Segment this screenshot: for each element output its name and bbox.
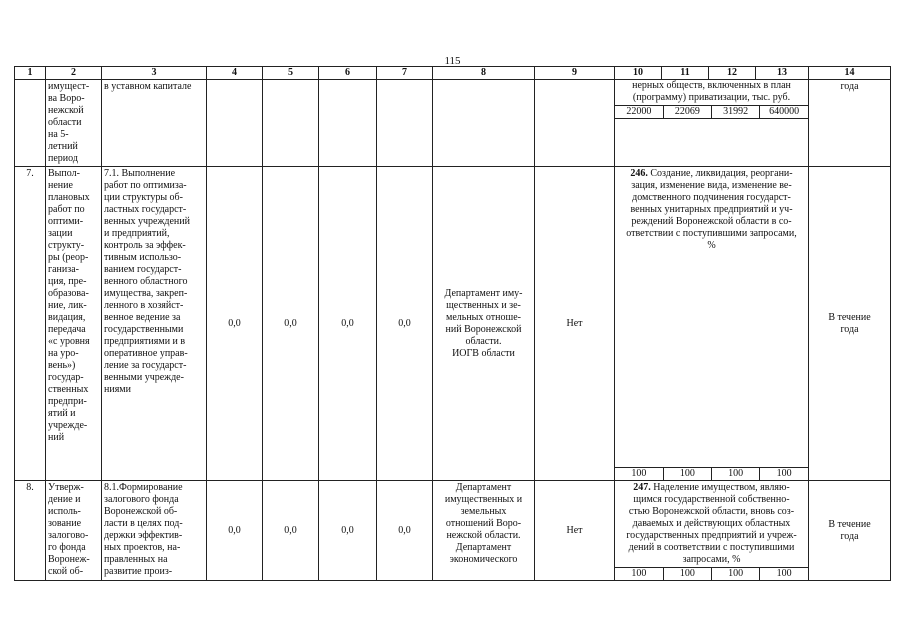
col-header: 1 (15, 67, 46, 80)
col-header: 9 (535, 67, 615, 80)
indicator-code: 246. (630, 168, 648, 179)
funding-cell: 0,0 (319, 481, 377, 581)
indicator-value: 100 (615, 568, 663, 580)
row-number: 8. (15, 481, 46, 581)
indicator-value: 22069 (663, 106, 711, 118)
indicator-value: 100 (615, 468, 663, 480)
col-header: 13 (756, 67, 809, 80)
deadline-cell: В течение года (809, 167, 891, 481)
funding-cell: 0,0 (377, 481, 433, 581)
risk-cell: Нет (535, 481, 615, 581)
indicator-value: 22000 (615, 106, 663, 118)
indicator-value: 640000 (769, 106, 800, 117)
col-header: 10 (615, 67, 662, 80)
indicator-value: 100 (663, 568, 711, 580)
executor-cell: Департамент иму- щественных и зе- мельных отноше- ний Воронежской области. ИОГВ области (433, 167, 535, 481)
task-name-cell: Выпол- нение плановых работ по оптими- зации структу- ры (реор- ганиза- ция, пре- образова- ние, лик- видация, передача «с уровня на уро- вень») государ- ственных предпри- ятий и учрежде- ний (46, 167, 102, 481)
col-header: 6 (319, 67, 377, 80)
activity-cell: 7.1. Выполнение работ по оптимиза- ции структуры об- ластных государст- венных учреждений и предприятий, контроль за эффек- тивным использо- ванием государст- венного областного имущества, закреп- ленного в хозяйст- венное ведение за государственными предприятиями и в оперативное управ- ление за государст- венными учрежде- ниями (102, 167, 207, 481)
indicator-value: 100 (776, 568, 792, 579)
indicator-code: 247. (633, 482, 651, 493)
indicator-value: 31992 (712, 106, 760, 118)
indicator-value: 100 (663, 468, 711, 480)
col-header: 12 (709, 67, 756, 80)
indicator-cell: нерных обществ, включенных в план (программу) приватизации, тыс. руб. 22000 22069 31992 640000 (615, 80, 809, 167)
risk-cell: Нет (535, 167, 615, 481)
activity-cell: 8.1.Формирование залогового фонда Воронежской об- ласти в целях под- держки эффектив- ных проектов, на- правленных на развитие произ- (102, 481, 207, 581)
indicator-value: 100 (712, 568, 760, 580)
funding-cell: 0,0 (263, 481, 319, 581)
funding-cell: 0,0 (207, 481, 263, 581)
indicator-cell: 246. Создание, ликвидация, реоргани- зация, изменение вида, изменение ве- домственного подчинения государст- венных унитарных предприятий и уч- реждений Воронежской области в со- ответствии с поступившими запросами, % 100 100 100 100 (615, 167, 809, 481)
indicator-value: 100 (712, 468, 760, 480)
col-header: 14 (809, 67, 891, 80)
task-name-cell: Утверж- дение и исполь- зование залогово- го фонда Воронеж- ской об- (46, 481, 102, 581)
funding-cell: 0,0 (207, 167, 263, 481)
executor-cell: Департамент имущественных и земельных отношений Воро- нежской области. Департамент экономического (433, 481, 535, 581)
funding-cell: 0,0 (377, 167, 433, 481)
col-header: 3 (102, 67, 207, 80)
program-table (14, 66, 891, 581)
deadline-cell: года (809, 80, 891, 167)
indicator-values (615, 468, 808, 480)
indicator-values (615, 106, 808, 118)
indicator-value: 100 (776, 468, 792, 479)
page-number: 115 (444, 55, 461, 67)
col-header: 8 (433, 67, 535, 80)
funding-cell: 0,0 (263, 167, 319, 481)
deadline-cell: В течение года (809, 481, 891, 581)
col-header: 7 (377, 67, 433, 80)
indicator-cell: 247. Наделение имуществом, являю- щимся государственной собственно- стью Воронежской области, вновь соз- даваемых и действующих областных государственных предприятий и учреж- дений в соответствии с поступившими запросами, % 100 100 100 100 (615, 481, 809, 581)
col-header: 11 (662, 67, 709, 80)
col-header: 5 (263, 67, 319, 80)
table-row-continuation (15, 80, 891, 167)
table-row (15, 481, 891, 581)
funding-cell: 0,0 (319, 167, 377, 481)
task-name-cell: имущест- ва Воро- нежской области на 5- летний период (46, 80, 102, 167)
col-header: 2 (46, 67, 102, 80)
activity-cell: в уставном капитале (102, 80, 207, 167)
row-number: 7. (15, 167, 46, 481)
indicator-values (615, 568, 808, 580)
table-row (15, 167, 891, 481)
col-header: 4 (207, 67, 263, 80)
column-number-row (15, 67, 891, 80)
